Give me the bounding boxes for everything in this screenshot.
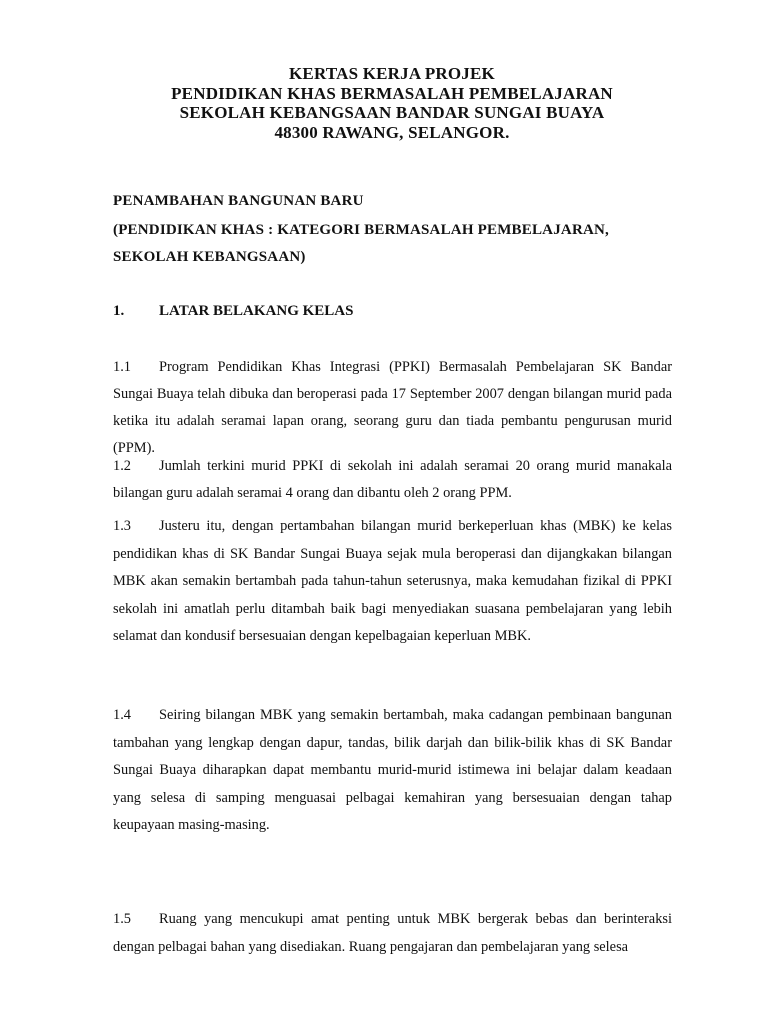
title-line-2: PENDIDIKAN KHAS BERMASALAH PEMBELAJARAN [171, 83, 613, 103]
paragraph-number: 1.1 [113, 359, 131, 375]
section-number: 1. [113, 303, 125, 319]
paragraph-1-1 [113, 354, 672, 462]
document-title [0, 64, 768, 142]
paragraph-text: Justeru itu, dengan pertambahan bilangan murid berkeperluan khas (MBK) ke kelas pendidikan khas di SK Bandar Sungai Buaya sejak mula beroperasi dan dijangkakan bilangan MBK akan semakin bertambah pada tahun-tahun seterusnya, maka kemudahan fizikal di PPKI sekolah ini amatlah perlu ditambah baik bagi menyediakan suasana pembelajaran yang lebih selamat dan kondusif bersesuaian dengan kepelbagaian keperluan MBK. [113, 518, 672, 644]
heading-line-2: (PENDIDIKAN KHAS : KATEGORI BERMASALAH PEMBELAJARAN, [113, 222, 609, 238]
paragraph-text: Program Pendidikan Khas Integrasi (PPKI) Bermasalah Pembelajaran SK Bandar Sungai Buaya telah dibuka dan beroperasi pada 17 September 2007 dengan bilangan murid pada ketika itu adalah seramai lapan orang, seorang guru dan tiada pembantu pengurusan murid (PPM). [113, 359, 672, 456]
title-line-1: KERTAS KERJA PROJEK [289, 64, 495, 83]
section-title: LATAR BELAKANG KELAS [159, 303, 354, 319]
paragraph-number: 1.2 [113, 458, 131, 474]
heading-line-3: SEKOLAH KEBANGSAAN) [113, 249, 306, 265]
paragraph-1-2 [113, 453, 672, 507]
title-line-4: 48300 RAWANG, SELANGOR. [274, 122, 510, 142]
paragraph-number: 1.4 [113, 707, 131, 723]
title-line-3: SEKOLAH KEBANGSAAN BANDAR SUNGAI BUAYA [179, 103, 605, 122]
heading-line-1: PENAMBAHAN BANGUNAN BARU [113, 193, 364, 209]
paragraph-1-3 [113, 513, 672, 651]
paragraph-text: Seiring bilangan MBK yang semakin bertambah, maka cadangan pembinaan bangunan tambahan yang lengkap dengan dapur, tandas, bilik darjah dan bilik-bilik khas di SK Bandar Sungai Buaya diharapkan dapat membantu murid-murid istimewa ini belajar dalam keadaan yang selesa di samping menguasai pelbagai kemahiran yang bersesuaian dengan tahap keupayaan masing-masing. [113, 707, 672, 833]
paragraph-text: Jumlah terkini murid PPKI di sekolah ini adalah seramai 20 orang murid manakala bilangan guru adalah seramai 4 orang dan dibantu oleh 2 orang PPM. [113, 458, 672, 501]
paragraph-number: 1.5 [113, 911, 131, 927]
paragraph-text: Ruang yang mencukupi amat penting untuk MBK bergerak bebas dan berinteraksi dengan pelbagai bahan yang disediakan. Ruang pengajaran dan pembelajaran yang selesa [113, 911, 672, 955]
paragraph-number: 1.3 [113, 518, 131, 534]
paragraph-1-4 [113, 702, 672, 840]
paragraph-1-5 [113, 906, 672, 961]
